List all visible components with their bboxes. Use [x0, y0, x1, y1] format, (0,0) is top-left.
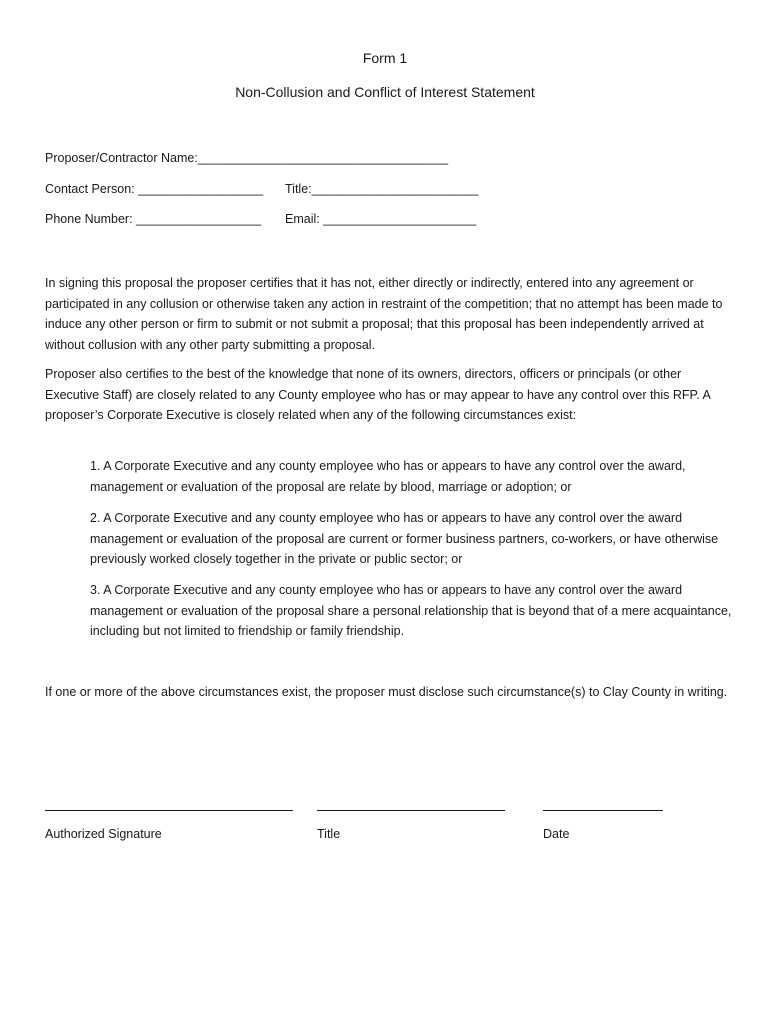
signature-line[interactable]: [45, 810, 293, 811]
form-number: Form 1: [362, 50, 408, 66]
signature-label: Authorized Signature: [45, 827, 162, 841]
certification-paragraph: In signing this proposal the proposer certifies that it has not, either directly or indirectly, entered into any agreement or participated in any collusion or otherwise taken any action in restraint of the competition; that no attempt has been made to induce any other person or firm to submit or not submit a proposal; that this proposal has been independently arrived at without collusion with any other party submitting a proposal.: [45, 276, 723, 352]
title-label: Title: [317, 827, 341, 841]
title-field[interactable]: Title:________________________: [285, 182, 479, 196]
circumstance-item: 1. A Corporate Executive and any county employee who has or appears to have any control over the award, management or evaluation of the proposal are relate by blood, marriage or adoption; or: [90, 459, 686, 494]
date-line[interactable]: [543, 810, 663, 811]
page-title: Non-Collusion and Conflict of Interest Statement: [235, 84, 535, 100]
circumstance-item: 2. A Corporate Executive and any county employee who has or appears to have any control over the award management or evaluation of the proposal are current or former business partners, co-workers, or have otherwise previously worked closely together in the private or public sector; or: [90, 511, 719, 567]
relation-paragraph: Proposer also certifies to the best of the knowledge that none of its owners, directors, officers or principals (or other Executive Staff) are closely related to any County employee who has or may appear to have any control over this RFP. A proposer’s Corporate Executive is closely related when any of the following circumstances exist:: [45, 367, 711, 423]
phone-number-field[interactable]: Phone Number: __________________: [45, 212, 262, 226]
contact-person-field[interactable]: Contact Person: __________________: [45, 182, 264, 196]
date-label: Date: [543, 827, 570, 841]
email-field[interactable]: Email: ______________________: [285, 212, 477, 226]
proposer-name-field[interactable]: Proposer/Contractor Name:____________________________________: [45, 151, 449, 165]
circumstance-item: 3. A Corporate Executive and any county employee who has or appears to have any control over the award management or evaluation of the proposal share a personal relationship that is beyond that of a mere acquaintance, including but not limited to friendship or family friendship.: [90, 583, 732, 639]
title-line[interactable]: [317, 810, 505, 811]
disclosure-paragraph: If one or more of the above circumstances exist, the proposer must disclose such circumstance(s) to Clay County in writing.: [45, 685, 728, 699]
